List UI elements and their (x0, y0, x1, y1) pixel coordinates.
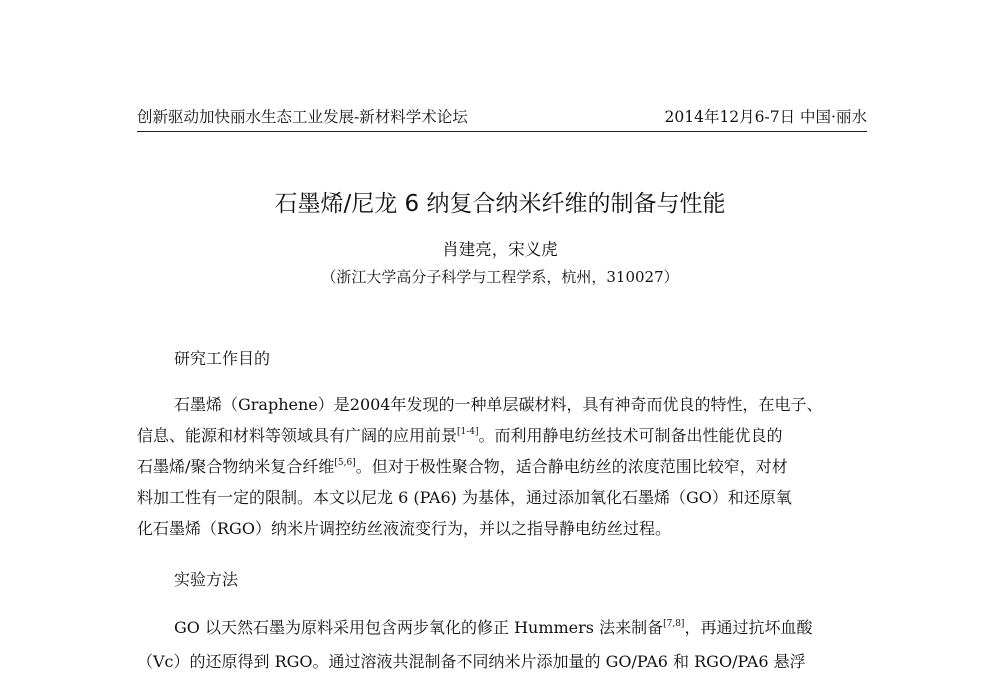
paper-title: 石墨烯/尼龙 6 纳复合纳米纤维的制备与性能 (274, 191, 726, 217)
paragraph-line: 料加工性有一定的限制。本文以尼龙 6 (PA6) 为基体，通过添加氧化石墨烯（GO）和还原氧 (137, 488, 792, 507)
paragraph-line: 石墨烯（Graphene）是2004年发现的一种单层碳材料，具有神奇而优良的特性，在电子、 (174, 395, 823, 414)
paragraph-line: 信息、能源和材料等领域具有广阔的应用前景[1-4]。而利用静电纺丝技术可制备出性能优良的 (137, 426, 783, 445)
paragraph-line: GO 以天然石墨为原料采用包含两步氧化的修正 Hummers 法来制备[7,8]，再通过抗坏血酸 (174, 618, 813, 637)
header-divider (137, 131, 867, 132)
citation-ref[interactable]: [5,6] (334, 458, 356, 468)
paper-authors: 肖建亮，宋义虎 (442, 240, 558, 259)
section-heading-methods: 实验方法 (174, 570, 239, 589)
header-date-location: 2014年12月6-7日 中国·丽水 (664, 108, 867, 126)
paragraph-line: （Vc）的还原得到 RGO。通过溶液共混制备不同纳米片添加量的 GO/PA6 和 RGO/PA6 悬浮 (137, 652, 806, 671)
paragraph-line: 石墨烯/聚合物纳米复合纤维[5,6]。但对于极性聚合物，适合静电纺丝的浓度范围比较窄，对材 (137, 457, 788, 476)
section-heading-purpose: 研究工作目的 (174, 349, 271, 368)
paragraph-line: 化石墨烯（RGO）纳米片调控纺丝液流变行为，并以之指导静电纺丝过程。 (137, 519, 671, 538)
citation-ref[interactable]: [7,8] (663, 619, 685, 629)
citation-ref[interactable]: [1-4] (457, 427, 479, 437)
running-header (137, 106, 867, 128)
header-conference-name: 创新驱动加快丽水生态工业发展-新材料学术论坛 (137, 108, 468, 126)
paper-affiliation: （浙江大学高分子科学与工程学系，杭州，310027） (321, 268, 679, 286)
